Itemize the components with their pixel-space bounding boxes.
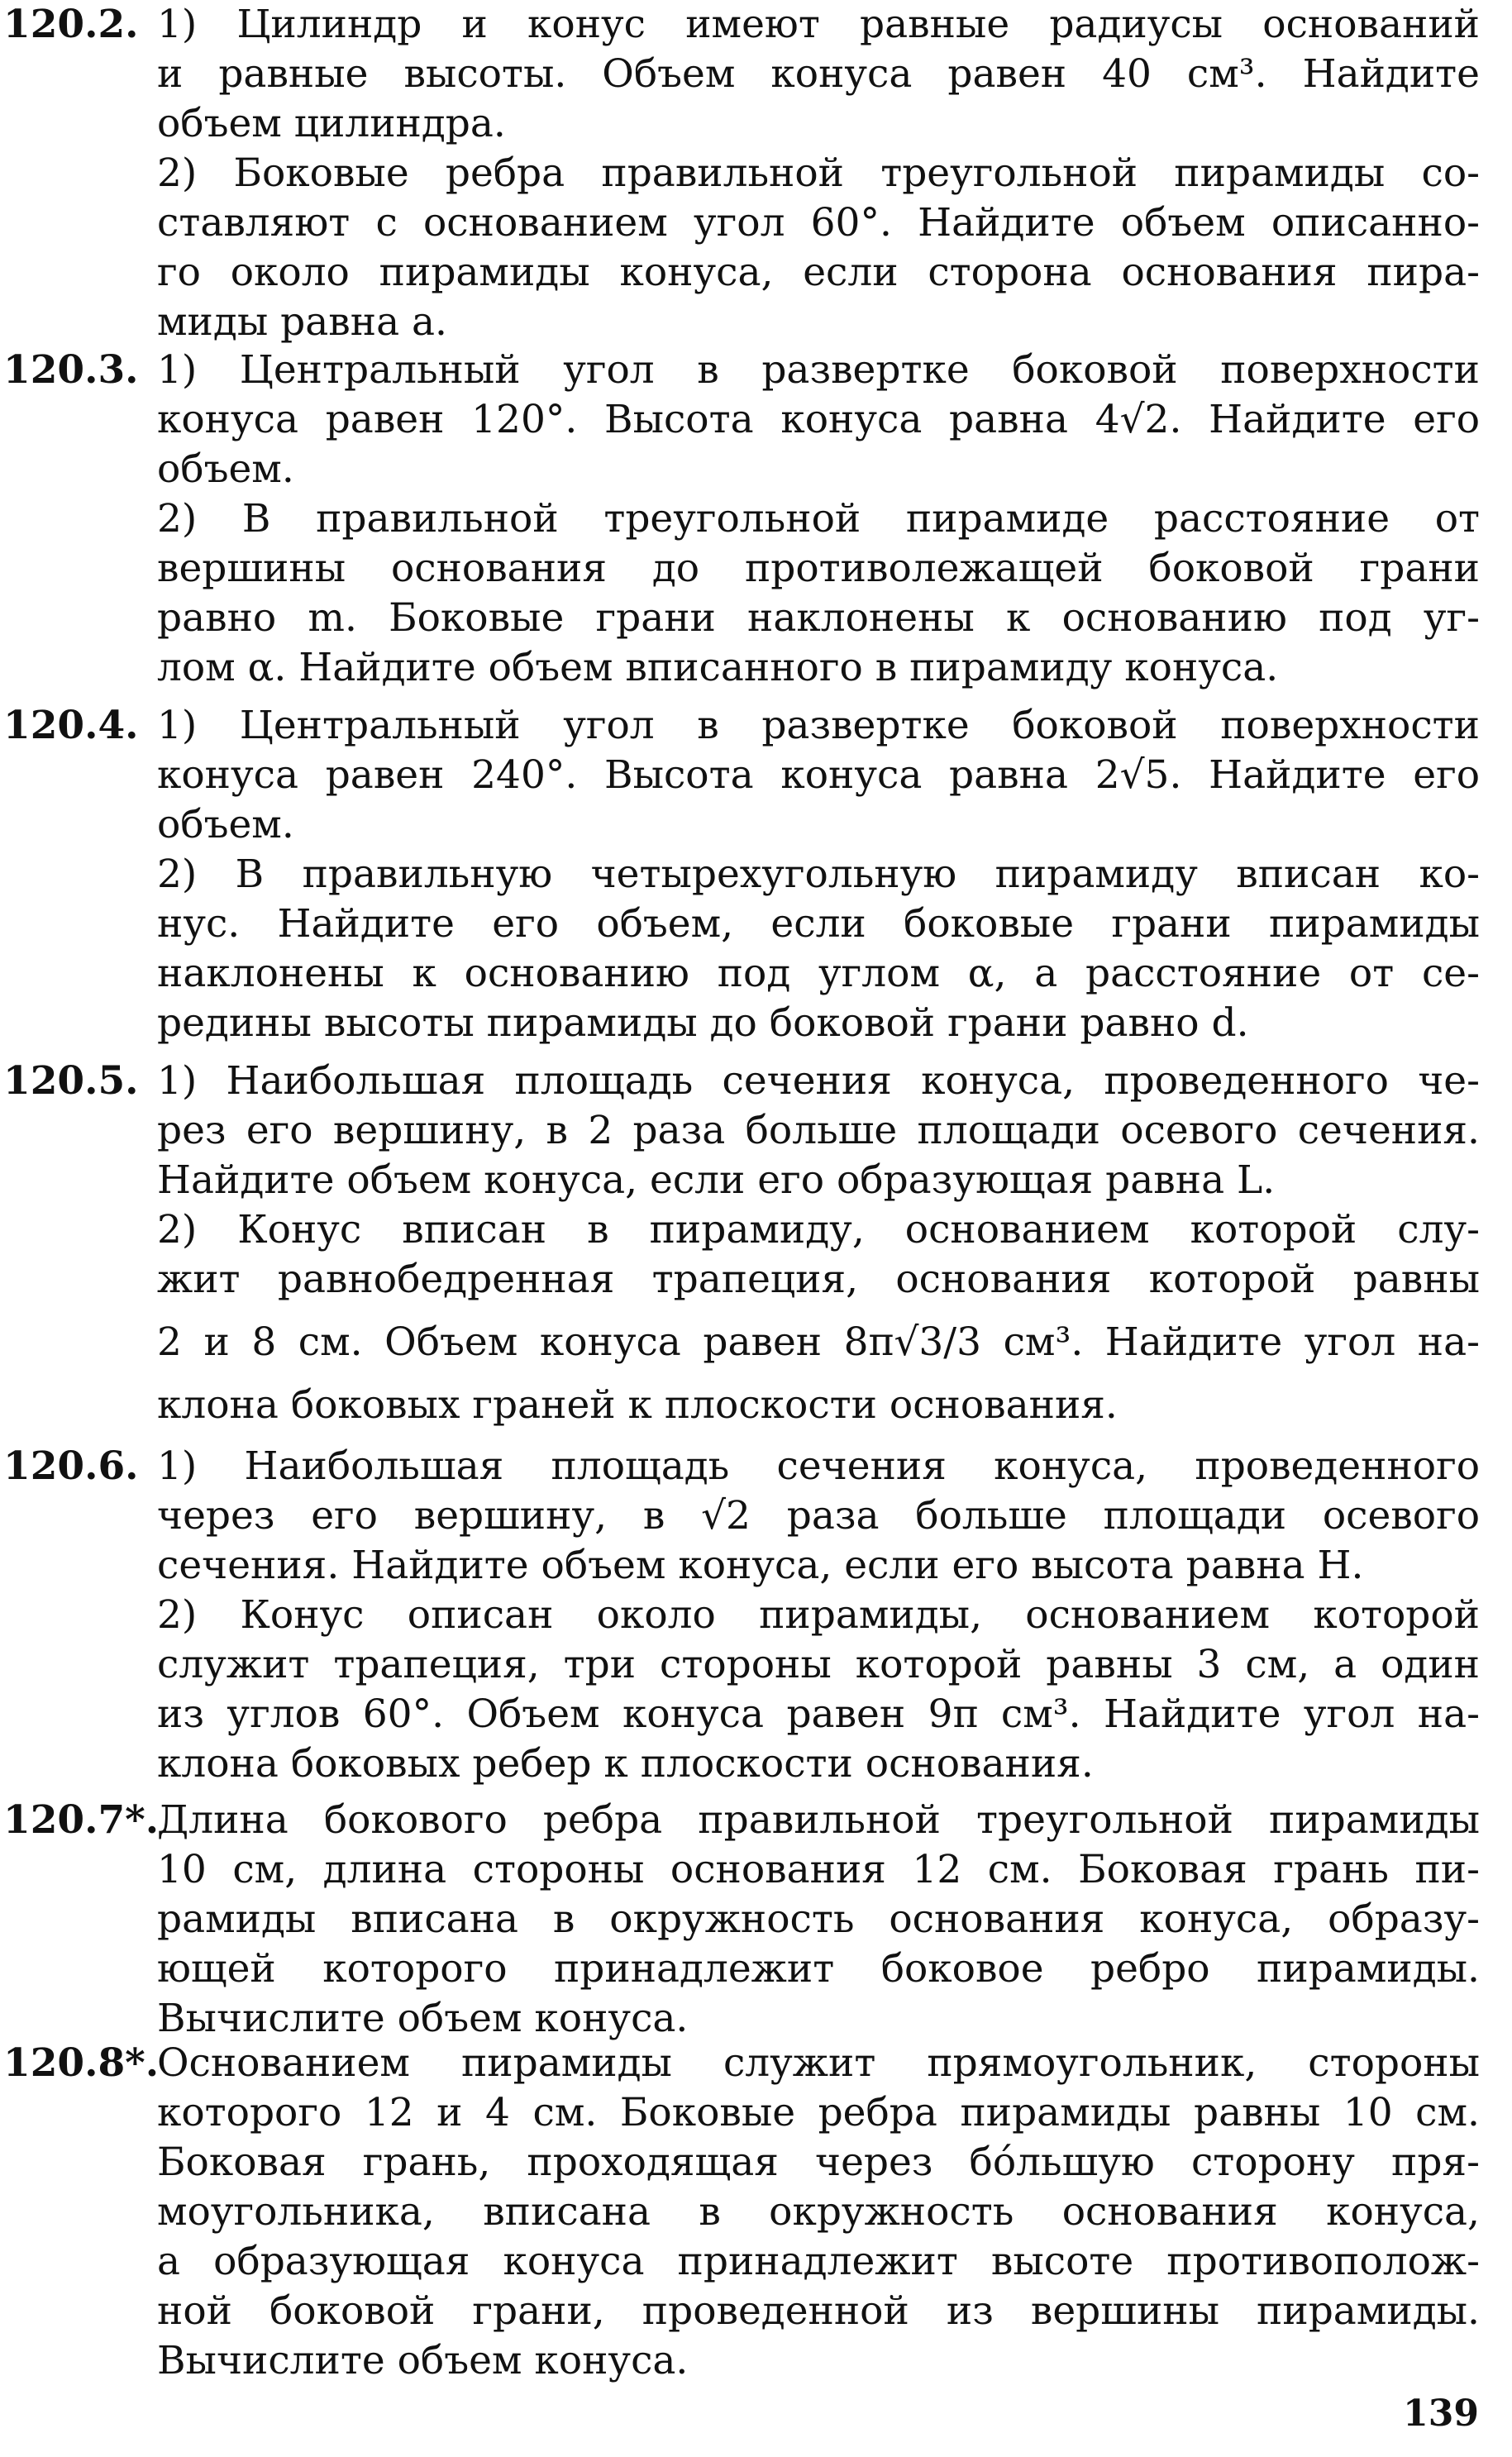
problem-number: 120.7*. bbox=[3, 1797, 160, 1843]
text-line: Вычислите объем конуса. bbox=[157, 2338, 689, 2383]
text-line: 2) Конус вписан в пирамиду, основанием которой слу- bbox=[157, 1207, 1480, 1252]
text-line: 2) Конус описан около пирамиды, основанием которой bbox=[157, 1592, 1480, 1638]
problem-text bbox=[157, 2039, 1480, 2386]
text-line: рез его вершину, в 2 раза больше площади осевого сечения. bbox=[157, 1108, 1480, 1153]
text-line: рамиды вписана в окружность основания конуса, образу- bbox=[157, 1896, 1480, 1942]
text-line: Длина бокового ребра правильной треугольной пирамиды bbox=[157, 1797, 1480, 1843]
text-line: сечения. Найдите объем конуса, если его высота равна H. bbox=[157, 1543, 1364, 1588]
text-line: 2 и 8 см. Объем конуса равен 8π√3/3 см³. Найдите угол на- bbox=[157, 1319, 1480, 1365]
text-line: миды равна a. bbox=[157, 299, 447, 345]
problem-number: 120.8*. bbox=[3, 2040, 160, 2086]
text-line: 1) Наибольшая площадь сечения конуса, проведенного че- bbox=[157, 1058, 1480, 1104]
problem-number: 120.5. bbox=[3, 1058, 139, 1104]
text-line: 10 см, длина стороны основания 12 см. Боковая грань пи- bbox=[157, 1847, 1480, 1892]
text-line: конуса равен 240°. Высота конуса равна 2√5. Найдите его bbox=[157, 752, 1480, 798]
text-line: Вычислите объем конуса. bbox=[157, 1996, 689, 2041]
text-line: моугольника, вписана в окружность основания конуса, bbox=[157, 2189, 1480, 2235]
text-line: ной боковой грани, проведенной из вершины пирамиды. bbox=[157, 2288, 1480, 2334]
text-line: 2) В правильную четырехугольную пирамиду вписан ко- bbox=[157, 852, 1480, 897]
text-line: конуса равен 120°. Высота конуса равна 4√2. Найдите его bbox=[157, 397, 1480, 442]
problem-text bbox=[157, 0, 1480, 347]
text-line: объем цилиндра. bbox=[157, 101, 506, 146]
text-line: объем. bbox=[157, 802, 294, 847]
text-line: ставляют с основанием угол 60°. Найдите объем описанно- bbox=[157, 200, 1480, 246]
text-line: служит трапеция, три стороны которой равны 3 см, а один bbox=[157, 1642, 1480, 1687]
text-line: 1) Наибольшая площадь сечения конуса, проведенного bbox=[157, 1443, 1480, 1489]
problem-text bbox=[157, 701, 1480, 1048]
text-line: 2) Боковые ребра правильной треугольной пирамиды со- bbox=[157, 150, 1480, 196]
text-line: 1) Центральный угол в развертке боковой поверхности bbox=[157, 703, 1480, 748]
text-line: которого 12 и 4 см. Боковые ребра пирамиды равны 10 см. bbox=[157, 2090, 1480, 2135]
text-line: 1) Центральный угол в развертке боковой поверхности bbox=[157, 347, 1480, 393]
problem-number: 120.2. bbox=[3, 2, 139, 47]
problem-number: 120.4. bbox=[3, 703, 139, 748]
text-line: и равные высоты. Объем конуса равен 40 см³. Найдите bbox=[157, 51, 1480, 97]
text-line: редины высоты пирамиды до боковой грани равно d. bbox=[157, 1000, 1249, 1046]
text-line: клона боковых ребер к плоскости основания. bbox=[157, 1741, 1094, 1787]
problem-text bbox=[157, 346, 1480, 693]
text-line: го около пирамиды конуса, если сторона основания пира- bbox=[157, 250, 1480, 295]
text-line: наклонены к основанию под углом α, а расстояние от се- bbox=[157, 951, 1480, 996]
text-line: а образующая конуса принадлежит высоте противополож- bbox=[157, 2239, 1480, 2284]
text-line: 1) Цилиндр и конус имеют равные радиусы оснований bbox=[157, 2, 1480, 47]
problem-number: 120.3. bbox=[3, 347, 139, 393]
text-line: ющей которого принадлежит боковое ребро пирамиды. bbox=[157, 1946, 1480, 1992]
problem-text bbox=[157, 1057, 1480, 1430]
text-line: 2) В правильной треугольной пирамиде расстояние от bbox=[157, 496, 1480, 541]
text-line: объем. bbox=[157, 446, 294, 492]
text-line: лом α. Найдите объем вписанного в пирамиду конуса. bbox=[157, 645, 1279, 690]
text-line: из углов 60°. Объем конуса равен 9π см³. Найдите угол на- bbox=[157, 1691, 1480, 1737]
text-line: жит равнобедренная трапеция, основания которой равны bbox=[157, 1257, 1480, 1302]
text-line: нус. Найдите его объем, если боковые грани пирамиды bbox=[157, 901, 1480, 947]
text-line: через его вершину, в √2 раза больше площади осевого bbox=[157, 1493, 1480, 1539]
text-line: равно m. Боковые грани наклонены к основанию под уг- bbox=[157, 595, 1480, 641]
problem-text bbox=[157, 1796, 1480, 2044]
problem-number: 120.6. bbox=[3, 1443, 139, 1489]
text-line: Основанием пирамиды служит прямоугольник, стороны bbox=[157, 2040, 1480, 2086]
text-line: вершины основания до противолежащей боковой грани bbox=[157, 546, 1480, 591]
text-line: Боковая грань, проходящая через бóльшую сторону пря- bbox=[157, 2140, 1480, 2185]
problem-text bbox=[157, 1442, 1480, 1789]
text-line: Найдите объем конуса, если его образующая равна L. bbox=[157, 1157, 1276, 1203]
page-number: 139 bbox=[1403, 2393, 1479, 2435]
text-line: клона боковых граней к плоскости основания. bbox=[157, 1382, 1118, 1428]
